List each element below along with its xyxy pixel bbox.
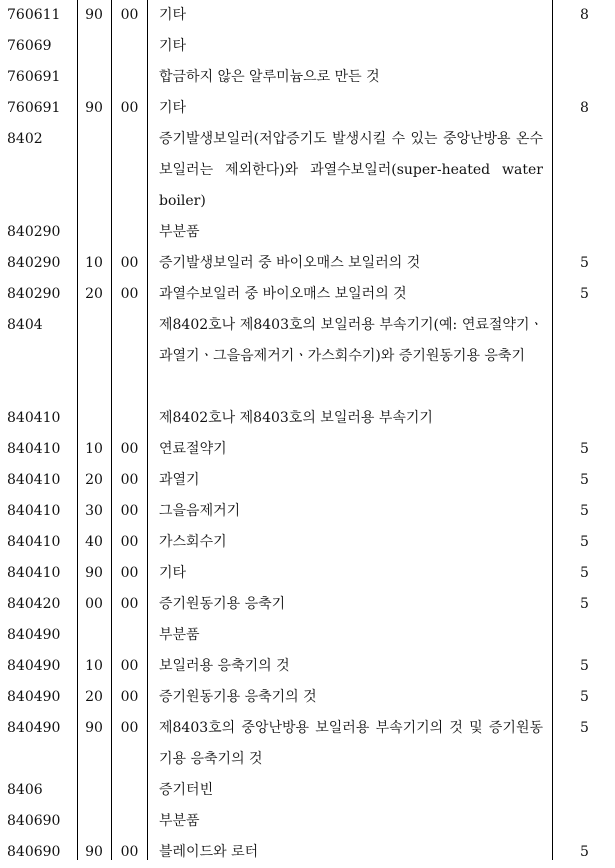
subcode-cell: 00 <box>120 441 139 457</box>
hs-code-cell: 840690 <box>7 813 61 829</box>
description-cell: 그을음제거기 <box>159 503 241 519</box>
hs-code-cell: 840490 <box>7 658 61 674</box>
hs-code-cell: 840410 <box>7 472 61 488</box>
tariff-rate-cell: 5 <box>580 658 589 674</box>
description-cell: 제8402호나 제8403호의 보일러용 부속기기 <box>159 410 433 426</box>
table-row <box>0 465 615 496</box>
hs-code-cell: 760691 <box>7 69 61 85</box>
description-cell: 블레이드와 로터 <box>159 844 259 860</box>
hs-code-cell: 840290 <box>7 224 61 240</box>
table-row <box>0 217 615 248</box>
table-row <box>0 124 615 217</box>
table-row <box>0 434 615 465</box>
tariff-rate-cell: 5 <box>580 720 589 736</box>
table-row <box>0 589 615 620</box>
hs-code-cell: 840290 <box>7 255 61 271</box>
subcode-cell: 00 <box>120 596 139 612</box>
table-row <box>0 62 615 93</box>
table-row <box>0 93 615 124</box>
description-cell: 기타 <box>159 7 187 23</box>
table-row <box>0 403 615 434</box>
table-row <box>0 310 615 403</box>
hs-code-cell: 840420 <box>7 596 61 612</box>
description-cell: 증기터빈 <box>159 782 214 798</box>
tariff-rate-cell: 5 <box>580 286 589 302</box>
tariff-rate-cell: 5 <box>580 534 589 550</box>
description-cell: 증기발생보일러 중 바이오매스 보일러의 것 <box>159 255 421 271</box>
description-cell: 부분품 <box>159 224 200 240</box>
subcode-cell: 00 <box>120 7 139 23</box>
subcode-cell: 10 <box>85 658 103 674</box>
hs-code-cell: 840410 <box>7 565 61 581</box>
subcode-cell: 00 <box>85 596 103 612</box>
subcode-cell: 10 <box>85 255 103 271</box>
subcode-cell: 00 <box>120 472 139 488</box>
tariff-rate-cell: 5 <box>580 565 589 581</box>
table-row <box>0 806 615 837</box>
table-row <box>0 620 615 651</box>
subcode-cell: 90 <box>85 100 103 116</box>
subcode-cell: 00 <box>120 255 139 271</box>
hs-code-cell: 840290 <box>7 286 61 302</box>
description-cell: 기타 <box>159 100 187 116</box>
description-cell: 연료절약기 <box>159 441 227 457</box>
table-row <box>0 558 615 589</box>
subcode-cell: 90 <box>85 844 103 860</box>
hs-code-cell: 840490 <box>7 627 61 643</box>
description-cell: 부분품 <box>159 813 200 829</box>
subcode-cell: 90 <box>85 565 103 581</box>
table-row <box>0 279 615 310</box>
table-row <box>0 496 615 527</box>
hs-code-cell: 8402 <box>7 131 43 147</box>
description-cell: 과열수보일러 중 바이오매스 보일러의 것 <box>159 286 407 302</box>
tariff-rate-cell: 8 <box>580 7 589 23</box>
tariff-rate-cell: 5 <box>580 596 589 612</box>
description-cell: 증기원동기용 응축기의 것 <box>159 689 317 705</box>
subcode-cell: 00 <box>120 689 139 705</box>
subcode-cell: 00 <box>120 286 139 302</box>
hs-code-cell: 76069 <box>7 38 52 54</box>
tariff-rate-cell: 5 <box>580 689 589 705</box>
table-row <box>0 775 615 806</box>
subcode-cell: 00 <box>120 720 139 736</box>
hs-code-cell: 840410 <box>7 503 61 519</box>
subcode-cell: 00 <box>120 565 139 581</box>
subcode-cell: 90 <box>85 720 103 736</box>
hs-code-cell: 760691 <box>7 100 61 116</box>
subcode-cell: 00 <box>120 658 139 674</box>
hs-code-cell: 840410 <box>7 410 61 426</box>
tariff-rate-cell: 5 <box>580 844 589 860</box>
hs-code-cell: 8406 <box>7 782 43 798</box>
description-cell: 제8402호나 제8403호의 보일러용 부속기기(예: 연료절약기ㆍ과열기ㆍ그을음제거기ㆍ가스회수기)와 증기원동기용 응축기 <box>159 317 543 364</box>
description-cell: 과열기 <box>159 472 200 488</box>
hs-code-cell: 840410 <box>7 441 61 457</box>
description-cell: 가스회수기 <box>159 534 227 550</box>
description-cell: 증기발생보일러(저압증기도 발생시킬 수 있는 중앙난방용 온수보일러는 제외한다)와 과열수보일러(super-heated water boiler) <box>159 131 543 209</box>
description-cell: 증기원동기용 응축기 <box>159 596 286 612</box>
table-row <box>0 31 615 62</box>
subcode-cell: 00 <box>120 503 139 519</box>
description-cell: 기타 <box>159 565 187 581</box>
tariff-rate-cell: 5 <box>580 503 589 519</box>
table-row <box>0 651 615 682</box>
subcode-cell: 20 <box>85 472 103 488</box>
description-cell: 제8403호의 중앙난방용 보일러용 부속기기의 것 및 증기원동기용 응축기의 것 <box>159 720 543 767</box>
subcode-cell: 20 <box>85 689 103 705</box>
hs-code-cell: 840490 <box>7 689 61 705</box>
subcode-cell: 40 <box>85 534 103 550</box>
description-cell: 합금하지 않은 알루미늄으로 만든 것 <box>159 69 380 85</box>
tariff-rate-cell: 8 <box>580 100 589 116</box>
tariff-rate-cell: 5 <box>580 472 589 488</box>
subcode-cell: 90 <box>85 7 103 23</box>
subcode-cell: 00 <box>120 844 139 860</box>
description-cell: 보일러용 응축기의 것 <box>159 658 290 674</box>
hs-code-cell: 8404 <box>7 317 43 333</box>
tariff-rate-cell: 5 <box>580 441 589 457</box>
subcode-cell: 30 <box>85 503 103 519</box>
hs-code-cell: 840690 <box>7 844 61 860</box>
table-row <box>0 0 615 31</box>
subcode-cell: 00 <box>120 534 139 550</box>
subcode-cell: 10 <box>85 441 103 457</box>
hs-code-cell: 840410 <box>7 534 61 550</box>
hs-code-cell: 760611 <box>7 7 61 23</box>
table-row <box>0 713 615 775</box>
table-row <box>0 527 615 558</box>
description-cell: 부분품 <box>159 627 200 643</box>
subcode-cell: 20 <box>85 286 103 302</box>
table-row <box>0 682 615 713</box>
description-cell: 기타 <box>159 38 187 54</box>
hs-code-cell: 840490 <box>7 720 61 736</box>
tariff-rate-cell: 5 <box>580 255 589 271</box>
subcode-cell: 00 <box>120 100 139 116</box>
table-row <box>0 837 615 868</box>
table-row <box>0 248 615 279</box>
